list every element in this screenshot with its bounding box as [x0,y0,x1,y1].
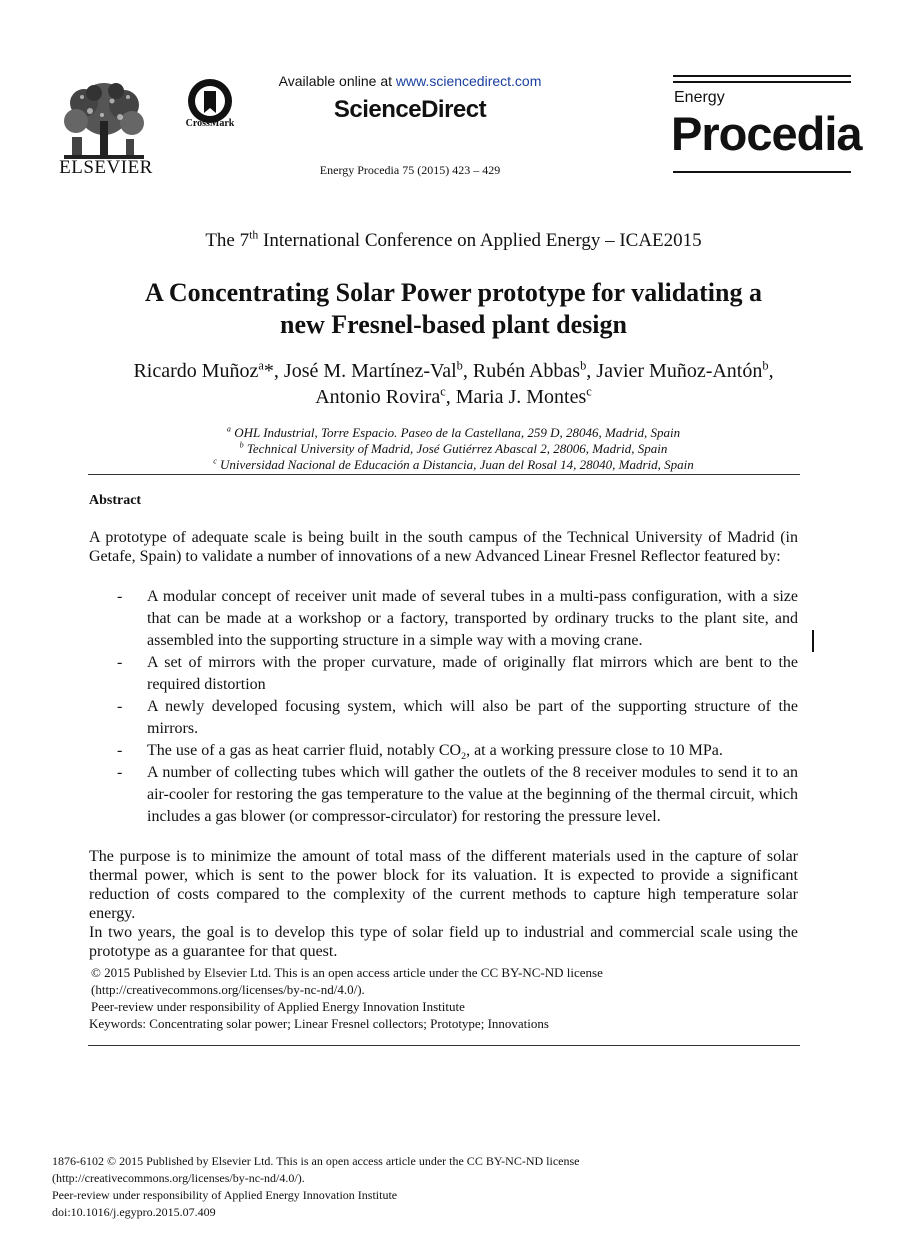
author-list [40,358,867,410]
paper-title-line-1: A Concentrating Solar Power prototype for validating a [144,278,762,307]
affiliation-b [60,441,847,457]
author-line-1 [40,358,867,384]
affiliation-mark: b [239,440,244,450]
affiliation-mark: a [226,424,231,434]
text-cursor [812,630,814,652]
list-item-text: A newly developed focusing system, which will also be part of the supporting structure of the mirrors. [147,698,798,737]
author-affil-mark: b [456,358,463,373]
journal-name-small: Energy [674,89,725,106]
bullet-marker: - [117,698,123,715]
author-separator: , [462,360,473,382]
affiliation-mark: c [213,456,217,466]
author-affil-mark: a [258,358,264,373]
conference-suffix: International Conference on Applied Energy – ICAE2015 [258,230,702,251]
publisher-name: ELSEVIER [59,157,153,178]
author-affil-mark: b [580,358,587,373]
paper-title [60,277,847,341]
author-affil-mark: c [440,384,446,399]
author-affil-mark: b [762,358,769,373]
journal-name-large: Procedia [671,107,862,160]
sciencedirect-link[interactable]: www.sciencedirect.com [395,73,542,89]
bullet-marker: - [117,654,123,671]
author-separator: , [445,386,456,408]
available-online [240,73,580,89]
footer-peer-review: Peer-review under responsibility of Applied Energy Innovation Institute [52,1188,398,1202]
abstract-top-rule [88,474,800,475]
crossmark-label: CrossMark [185,118,235,129]
co2-subscript: 2 [461,751,467,763]
paper-title-line-2: new Fresnel-based plant design [280,310,627,339]
list-item-text: The use of a gas as heat carrier fluid, notably CO [147,742,462,759]
copyright-note: © 2015 Published by Elsevier Ltd. This is an open access article under the CC BY-NC-ND license [91,965,603,980]
affiliation-c [60,457,847,473]
author-name: Rubén Abbas [472,360,581,382]
author-separator: , [768,360,774,382]
bullet-marker: - [117,588,123,605]
list-item-text: A modular concept of receiver unit made of several tubes in a multi-pass configuration, with a size that can be made at a workshop or a factory, transported by ordinary trucks to the plant site, and assembled into the supporting structure in a simple way with a moving crane. [147,588,798,649]
sciencedirect-wordmark: ScienceDirect [333,96,487,123]
author-separator: *, [263,360,284,382]
conference-name [40,230,867,252]
bullet-marker: - [117,742,123,759]
conference-prefix: The 7 [205,230,250,251]
list-item [89,762,798,828]
affiliation-text: OHL Industrial, Torre Espacio. Paseo de la Castellana, 259 D, 28046, Madrid, Spain [230,425,681,440]
journal-citation: Energy Procedia 75 (2015) 423 – 429 [319,163,501,177]
keywords: Keywords: Concentrating solar power; Linear Fresnel collectors; Prototype; Innovations [89,1016,549,1031]
abstract-bottom-rule [88,1045,800,1046]
available-online-prefix: Available online at [278,73,396,89]
list-item [89,586,798,652]
list-item-text: A set of mirrors with the proper curvature, made of originally flat mirrors which are bent to the required distortion [147,654,798,693]
author-name: Maria J. Montes [455,386,587,408]
peer-review-note: Peer-review under responsibility of Applied Energy Innovation Institute [91,999,465,1014]
footer-license-link[interactable]: (http://creativecommons.org/licenses/by-nc-nd/4.0/). [52,1171,305,1185]
author-name: Ricardo Muñoz [133,360,259,382]
bullet-marker: - [117,764,123,781]
abstract-purpose: The purpose is to minimize the amount of total mass of the different materials used in the capture of solar thermal power, which is sent to the power block for its valuation. It is expected to provide a significant reduction of costs compared to the complexity of the current methods to capture high temperature solar energy. [89,848,798,922]
list-item-text: A number of collecting tubes which will gather the outlets of the 8 receiver modules to send it to an air-cooler for restoring the gas temperature to the value at the beginning of the thermal circuit, which includes a gas blower (or compressor-circulator) for restoring the pressure level. [147,764,798,825]
author-name: Javier Muñoz-Antón [596,360,763,382]
author-affil-mark: c [586,384,592,399]
affiliation-text: Technical University of Madrid, José Gutiérrez Abascal 2, 28006, Madrid, Spain [243,441,668,456]
list-item [89,652,798,696]
author-name: José M. Martínez-Val [283,360,457,382]
journal-header-bottom-rule [673,171,851,173]
journal-header-rules [673,75,851,85]
footer-doi[interactable]: doi:10.1016/j.egypro.2015.07.409 [52,1205,216,1219]
affiliation-a [60,425,847,441]
abstract-intro: A prototype of adequate scale is being built in the south campus of the Technical University of Madrid (in Getafe, Spain) to validate a number of innovations of a new Advanced Linear Fresnel Reflector featured by: [89,529,798,565]
author-name: Antonio Rovira [315,386,441,408]
article-notes [89,964,798,1032]
list-item [89,696,798,740]
feature-list [89,586,798,828]
list-item-text: , at a working pressure close to 10 MPa. [466,742,723,759]
page-footer [52,1153,812,1221]
affiliations [60,425,847,473]
abstract-heading: Abstract [89,493,142,508]
list-item [89,740,798,762]
abstract-goal: In two years, the goal is to develop this type of solar field up to industrial and commercial scale using the prototype as a guarantee for that quest. [89,924,798,960]
conference-ordinal: th [249,228,259,242]
footer-issn-line: 1876-6102 © 2015 Published by Elsevier Ltd. This is an open access article under the CC BY-NC-ND license [52,1154,580,1168]
author-line-2 [40,384,867,410]
license-link[interactable]: (http://creativecommons.org/licenses/by-nc-nd/4.0/). [91,982,365,997]
affiliation-text: Universidad Nacional de Educación a Distancia, Juan del Rosal 14, 28040, Madrid, Spain [216,457,694,472]
author-separator: , [586,360,597,382]
